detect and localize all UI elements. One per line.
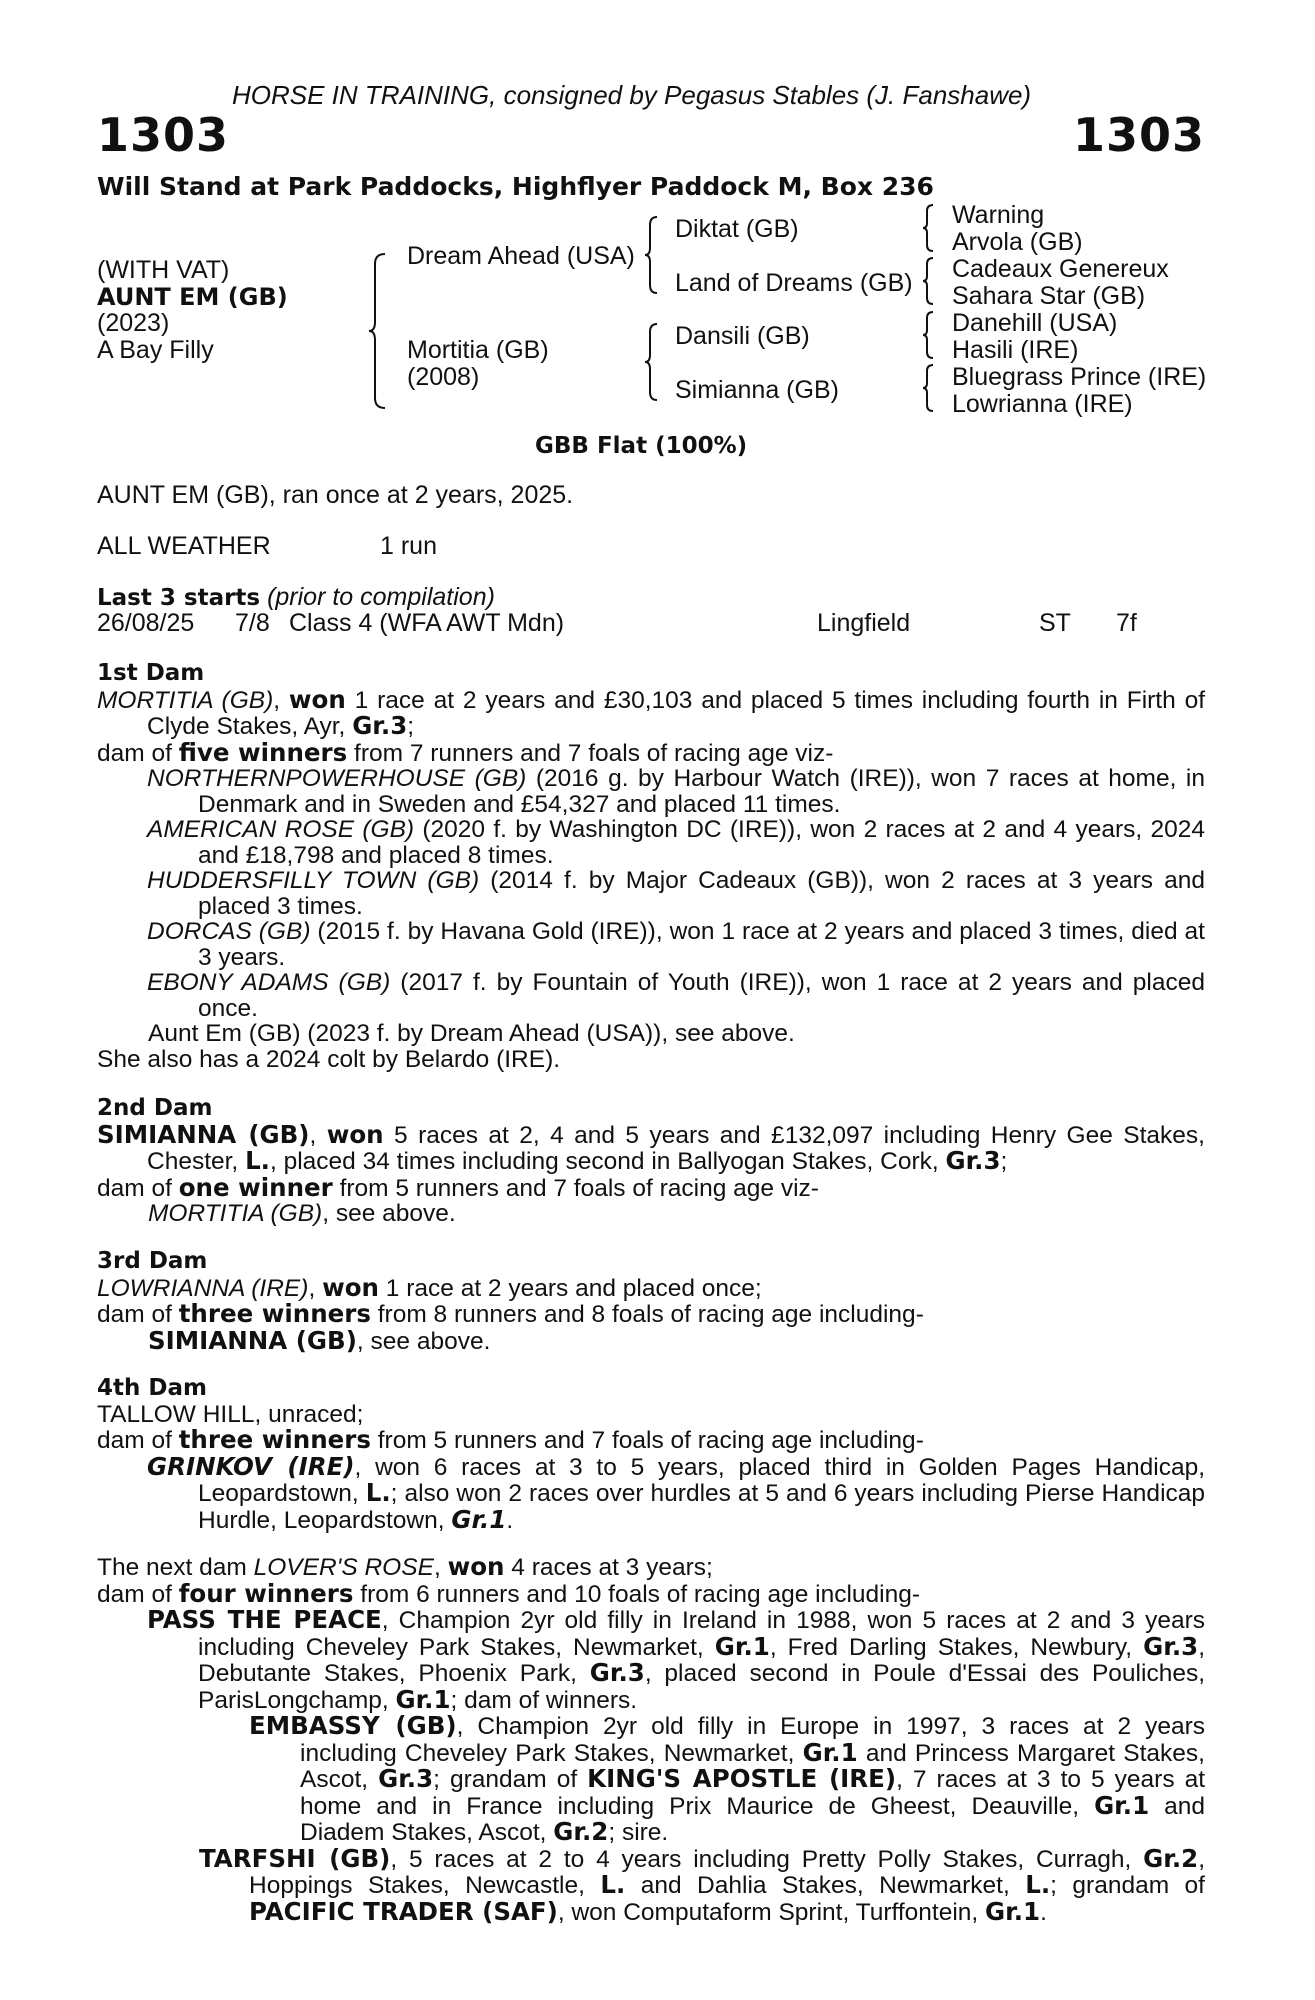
next-dam-produce (97, 1578, 1205, 1608)
tarfshi-grade-2: Gr.2 (1143, 1843, 1199, 1873)
first-dam-name: MORTITIA (GB) (97, 686, 274, 714)
tarfshi-grade-1: Gr.1 (985, 1896, 1041, 1926)
fourth-dam-section (97, 1376, 1205, 1533)
embassy-grade-3: Gr.3 (378, 1764, 434, 1793)
surface-label: ALL WEATHER (97, 532, 271, 560)
start-row-date: 26/08/25 (97, 609, 195, 637)
pedigree-brace-main (369, 252, 389, 410)
third-dam-section (97, 1249, 1205, 1354)
vat-label: (WITH VAT) (97, 256, 230, 284)
embassy-text-d: , 7 races at 3 to 5 years at home and in France including Prix Maurice de Gheest, Deauville, (300, 1766, 1206, 1820)
third-dam-record: LOWRIANNA (IRE), won 1 race at 2 years and placed once; (97, 1272, 762, 1302)
next-dam-winners: four winners (178, 1578, 354, 1608)
third-dam-child-name: SIMIANNA (GB) (148, 1325, 357, 1355)
start-row-going: ST (1039, 609, 1071, 637)
tarfshi-text-f: . (1040, 1898, 1047, 1926)
embassy-text-f: ; sire. (608, 1819, 669, 1846)
second-dam-produce-text: from 5 runners and 7 foals of racing age viz- (332, 1174, 819, 1202)
fourth-dam-winners: three winners (178, 1425, 371, 1454)
second-dam-record: SIMIANNA (GB), won 5 races at 2, 4 and 5 years and £132,097 including Henry Gee Stakes, Chester, L., placed 34 times including second in Ballyogan Stakes, Cork, Gr.3; (97, 1119, 1205, 1175)
tarfshi-entry (97, 1843, 1205, 1926)
consignor-subtitle: HORSE IN TRAINING, consigned by Pegasus Stables (J. Fanshawe) (232, 80, 1032, 110)
first-dam-produce-text: from 7 runners and 7 foals of racing age viz- (347, 739, 834, 767)
race-record-summary: AUNT EM (GB), ran once at 2 years, 2025. (97, 481, 574, 509)
progeny-text: (2020 f. by Washington DC (IRE)), won 2 races at 2 and 4 years, 2024 and £18,798 and placed 8 times. (198, 816, 1205, 869)
third-dam-text: 1 race at 2 years and placed once; (378, 1274, 762, 1302)
first-dam-record-end: ; (407, 713, 415, 740)
pedigree-brace-g3 (923, 310, 935, 360)
pedigree-dam-sire: Dansili (GB) (675, 322, 810, 350)
embassy-name: EMBASSY (GB) (249, 1711, 457, 1740)
embassy-grade-1: Gr.1 (802, 1737, 858, 1767)
second-dam-listed: L. (245, 1146, 270, 1175)
progeny-name: NORTHERNPOWERHOUSE (GB) (147, 765, 527, 792)
next-dam-record (97, 1554, 1205, 1581)
progeny-text: (2015 f. by Havana Gold (IRE)), won 1 race at 2 years and placed 3 times, died at 3 years. (198, 918, 1205, 971)
pedigree-g5: Danehill (USA) (952, 309, 1118, 337)
embassy-text-c: ; grandam of (433, 1766, 588, 1793)
pass-grade-3b: Gr.3 (589, 1658, 645, 1687)
next-dam-won: won (447, 1552, 505, 1581)
progeny-entry (97, 919, 1205, 970)
next-dam-name: LOVER'S ROSE (253, 1554, 434, 1581)
pedigree-g1: Warning (952, 201, 1045, 229)
pedigree-dam: Mortitia (GB) (407, 336, 549, 364)
progeny-entry (97, 817, 1205, 868)
third-dam-child (97, 1325, 1205, 1355)
third-dam-produce-text: from 8 runners and 8 foals of racing age including- (370, 1301, 924, 1328)
next-dam-produce-text: from 6 runners and 10 foals of racing age including- (353, 1580, 921, 1608)
progeny-name: EBONY ADAMS (GB) (147, 969, 391, 996)
second-dam-child-tail: , see above. (322, 1200, 456, 1227)
fourth-dam-produce-text: from 5 runners and 7 foals of racing age including- (370, 1427, 924, 1454)
embassy-grade-2: Gr.2 (553, 1817, 609, 1846)
pass-text-d: , placed second in Poule d'Essai des Pouliches, ParisLongchamp, (198, 1660, 1205, 1714)
next-dam-intro: The next dam (97, 1554, 254, 1581)
fourth-dam-child-name: GRINKOV (IRE) (147, 1451, 355, 1481)
second-dam-text-a: 5 races at 2, 4 and 5 years and £132,097 including Henry Gee Stakes, Chester, (147, 1121, 1205, 1175)
progeny-text: (2016 g. by Harbour Watch (IRE)), won 7 races at home, in Denmark and in Sweden and £54,327 and placed 11 times. (198, 765, 1206, 818)
start-row-race: Class 4 (WFA AWT Mdn) (289, 609, 565, 637)
pass-grade-1: Gr.1 (714, 1631, 770, 1661)
second-dam-text-b: , placed 34 times including second in Ballyogan Stakes, Cork, (269, 1148, 946, 1175)
start-row-position: 7/8 (235, 609, 270, 637)
second-dam-produce (97, 1172, 1205, 1202)
fourth-dam-child-listed: L. (365, 1478, 391, 1507)
pedigree-brace-g2 (923, 256, 935, 306)
pacific-trader-name: PACIFIC TRADER (SAF) (249, 1896, 558, 1926)
pedigree-dam-dam: Simianna (GB) (675, 376, 839, 404)
third-dam-won: won (322, 1272, 379, 1302)
progeny-name: HUDDERSFILLY TOWN (GB) (147, 867, 480, 894)
second-dam-grade: Gr.3 (945, 1146, 1001, 1175)
third-dam-winners: three winners (178, 1299, 371, 1328)
pedigree-g3: Cadeaux Genereux (952, 255, 1169, 283)
tarfshi-text-b: , Hoppings Stakes, Newcastle, (249, 1845, 1205, 1899)
pedigree-dam-year: (2008) (407, 363, 480, 391)
second-dam-child (97, 1201, 1205, 1227)
kings-apostle-name: KING'S APOSTLE (IRE) (587, 1764, 897, 1793)
first-dam-record: MORTITIA (GB), won 1 race at 2 years and £30,103 and placed 5 times including fourth in Firth of Clyde Stakes, Ayr, Gr.3; (97, 684, 1205, 740)
tarfshi-text-e: , won Computaform Sprint, Turffontein, (557, 1898, 986, 1926)
first-dam-section (97, 661, 1205, 1072)
pedigree-brace-dam (645, 322, 659, 402)
second-dam-child-name: MORTITIA (GB) (148, 1200, 323, 1227)
tarfshi-name: TARFSHI (GB) (199, 1843, 391, 1873)
embassy-text-a: , Champion 2yr old filly in Europe in 1997, 3 races at 2 years including Cheveley Park Stakes, Newmarket, (300, 1713, 1205, 1767)
embassy-entry (97, 1713, 1205, 1846)
second-dam-text-end: ; (1000, 1148, 1008, 1175)
horse-year: (2023) (97, 309, 170, 337)
aunt-em-line: Aunt Em (GB) (2023 f. by Dream Ahead (USA)), see above. (148, 1020, 795, 1047)
next-dam-dam-of: dam of (97, 1580, 179, 1608)
surface-runs: 1 run (380, 532, 437, 560)
stand-location: Will Stand at Park Paddocks, Highflyer Paddock M, Box 236 (97, 172, 934, 201)
pass-text-e: ; dam of winners. (450, 1686, 638, 1714)
lot-number-left: 1303 (97, 108, 230, 162)
fourth-dam-heading: 4th Dam (97, 1375, 207, 1401)
third-dam-child-tail: , see above. (356, 1327, 491, 1355)
third-dam-name: LOWRIANNA (IRE) (97, 1274, 309, 1302)
second-dam-name: SIMIANNA (GB) (97, 1119, 310, 1149)
progeny-entry (97, 970, 1205, 1021)
next-dam-sep: , (433, 1554, 448, 1581)
progeny-entry (97, 766, 1205, 817)
second-dam-winners: one winner (178, 1172, 333, 1202)
pedigree-g8: Lowrianna (IRE) (952, 390, 1133, 418)
second-dam-heading: 2nd Dam (97, 1095, 213, 1121)
pedigree-g6: Hasili (IRE) (952, 336, 1079, 364)
pedigree-sire-sire: Diktat (GB) (675, 215, 799, 243)
start-row-course: Lingfield (817, 609, 911, 637)
third-dam-produce (97, 1301, 1205, 1328)
pass-grade-1b: Gr.1 (395, 1684, 451, 1714)
pass-grade-3: Gr.3 (1143, 1631, 1199, 1661)
second-dam-won: won (326, 1119, 384, 1149)
progeny-name: AMERICAN ROSE (GB) (147, 816, 415, 843)
pedigree-g4: Sahara Star (GB) (952, 282, 1146, 310)
second-dam-dam-of: dam of (97, 1174, 179, 1202)
fourth-dam-dam-of: dam of (97, 1427, 179, 1454)
pedigree-brace-g1 (923, 203, 935, 253)
pedigree-g2: Arvola (GB) (952, 228, 1083, 256)
next-dam-text: 4 races at 3 years; (504, 1554, 713, 1581)
tarfshi-text-c: and Dahlia Stakes, Newmarket, (625, 1872, 1026, 1899)
first-dam-grade: Gr.3 (352, 711, 408, 740)
first-dam-winners: five winners (178, 737, 348, 767)
progeny-text: (2014 f. by Major Cadeaux (GB)), won 2 races at 3 years and placed 3 times. (198, 867, 1205, 920)
tarfshi-text-a: , 5 races at 2 to 4 years including Pretty Polly Stakes, Curragh, (390, 1845, 1144, 1873)
progeny-name: DORCAS (GB) (147, 918, 311, 945)
fourth-dam-child (97, 1451, 1206, 1534)
horse-description: A Bay Filly (97, 336, 214, 364)
fourth-dam-produce (97, 1427, 1205, 1454)
third-dam-heading: 3rd Dam (97, 1248, 208, 1274)
tarfshi-text-d: ; grandam of (1050, 1872, 1205, 1899)
embassy-text-e: and Diadem Stakes, Ascot, (300, 1792, 1205, 1846)
next-dam-section (97, 1554, 1205, 1925)
last-starts-note: (prior to compilation) (267, 583, 495, 611)
first-dam-also: She also has a 2024 colt by Belardo (IRE). (97, 1045, 561, 1073)
pedigree-g7: Bluegrass Prince (IRE) (952, 363, 1207, 391)
pedigree-sire-dam: Land of Dreams (GB) (675, 269, 913, 297)
pass-the-peace-name: PASS THE PEACE (147, 1605, 382, 1634)
second-dam-section (97, 1096, 1205, 1227)
third-dam-dam-of: dam of (97, 1301, 179, 1328)
first-dam-produce (97, 737, 1205, 767)
first-dam-heading: 1st Dam (97, 660, 205, 686)
gbb-rating: GBB Flat (100%) (535, 433, 748, 459)
progeny-entry (97, 868, 1205, 919)
fourth-dam-name-line: TALLOW HILL, unraced; (97, 1400, 364, 1428)
pass-text-b: , Fred Darling Stakes, Newbury, (769, 1633, 1144, 1661)
first-dam-won: won (288, 684, 346, 714)
tarfshi-listed: L. (600, 1870, 626, 1899)
first-dam-dam-of: dam of (97, 739, 179, 767)
fourth-dam-child-text-a: , won 6 races at 3 to 5 years, placed third in Golden Pages Handicap, Leopardstown, (198, 1453, 1205, 1507)
embassy-grade-1b: Gr.1 (1094, 1790, 1150, 1820)
fourth-dam-child-grade: Gr.1 (451, 1504, 507, 1534)
pass-the-peace-entry (97, 1607, 1205, 1713)
first-dam-record-text: 1 race at 2 years and £30,103 and placed 5 times including fourth in Firth of Clyde Stakes, Ayr, (147, 686, 1205, 740)
pedigree-sire: Dream Ahead (USA) (407, 242, 635, 270)
last-starts-title: Last 3 starts (97, 585, 261, 611)
pass-text-c: , Debutante Stakes, Phoenix Park, (198, 1633, 1205, 1687)
start-row-distance: 7f (1116, 609, 1137, 637)
pedigree-brace-sire (645, 215, 659, 295)
tarfshi-listed-2: L. (1025, 1870, 1051, 1899)
pedigree-brace-g4 (923, 363, 935, 413)
fourth-dam-child-end: . (506, 1506, 514, 1534)
horse-name: AUNT EM (GB) (97, 283, 288, 311)
embassy-text-b: and Princess Margaret Stakes, Ascot, (300, 1739, 1205, 1793)
lot-number-right: 1303 (1072, 108, 1205, 162)
pass-text-a: , Champion 2yr old filly in Ireland in 1988, won 5 races at 2 and 3 years including Cheveley Park Stakes, Newmarket, (198, 1607, 1205, 1661)
last-starts-heading (97, 584, 495, 611)
fourth-dam-child-text-b: ; also won 2 races over hurdles at 5 and 6 years including Pierse Handicap Hurdle, Leopardstown, (198, 1480, 1206, 1534)
progeny-text: (2017 f. by Fountain of Youth (IRE)), won 1 race at 2 years and placed once. (198, 969, 1205, 1022)
